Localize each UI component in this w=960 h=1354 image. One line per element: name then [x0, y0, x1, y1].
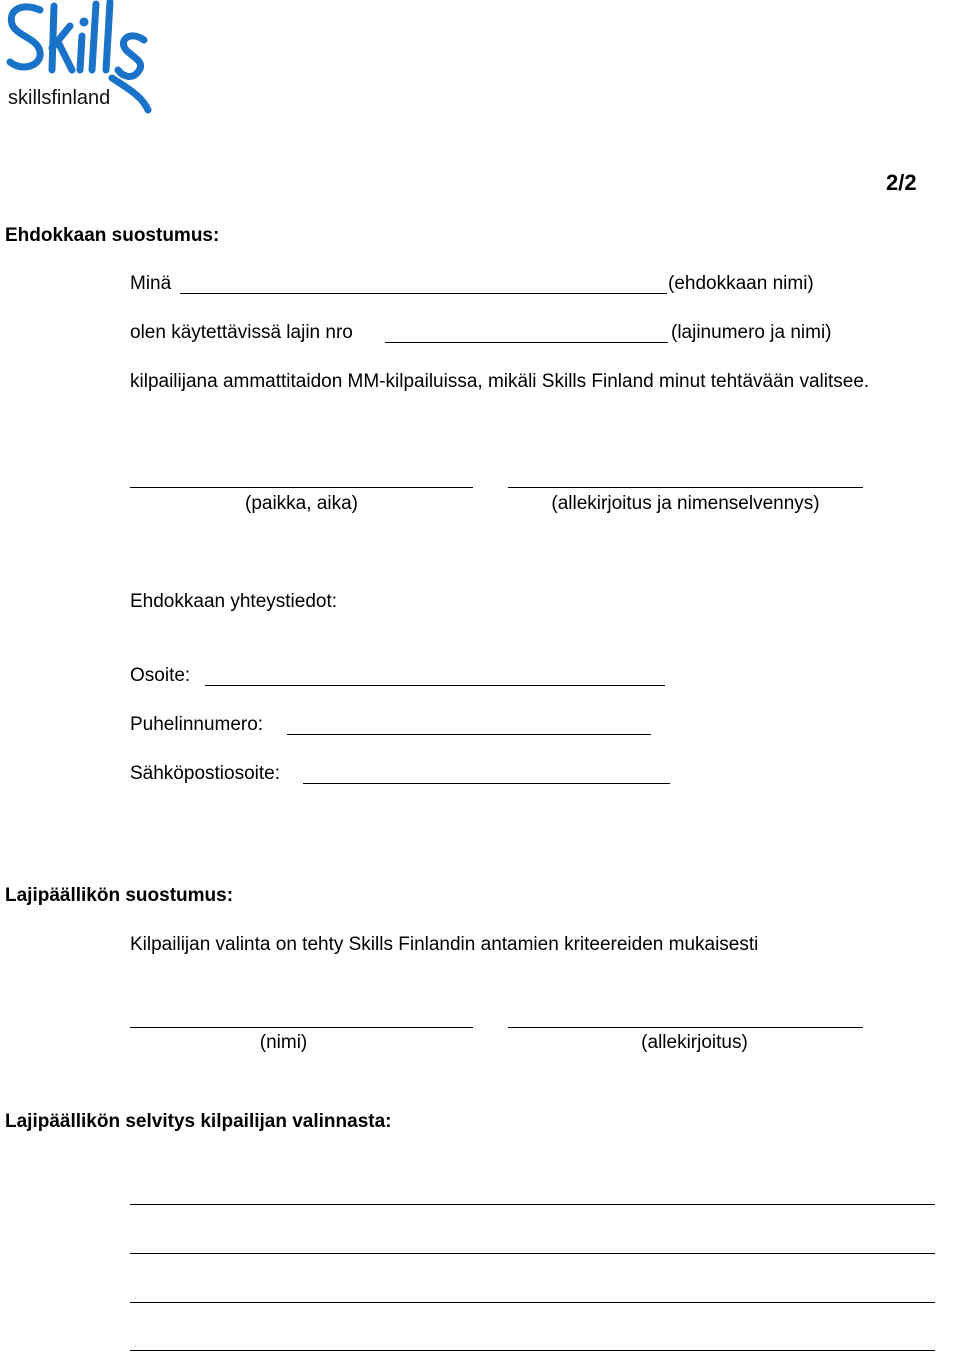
skills-finland-logo: [2, 0, 152, 118]
address-label: Osoite:: [130, 665, 191, 686]
skill-number-field[interactable]: [385, 342, 668, 343]
name-line-suffix: (ehdokkaan nimi): [668, 273, 814, 294]
candidate-name-field[interactable]: [180, 293, 667, 294]
signature-label: (allekirjoitus ja nimenselvennys): [551, 493, 820, 514]
manager-name-field[interactable]: [130, 1027, 473, 1028]
report-line-3[interactable]: [130, 1302, 935, 1303]
contact-heading: Ehdokkaan yhteystiedot:: [130, 591, 338, 612]
candidate-consent-heading: Ehdokkaan suostumus:: [5, 225, 220, 246]
phone-label: Puhelinnumero:: [130, 714, 264, 735]
email-label: Sähköpostiosoite:: [130, 763, 280, 784]
report-line-4[interactable]: [130, 1350, 935, 1351]
logo-wordmark: skillsfinland: [8, 87, 111, 109]
report-line-2[interactable]: [130, 1253, 935, 1254]
manager-statement: Kilpailijan valinta on tehty Skills Finlandin antamien kriteereiden mukaisesti: [130, 934, 759, 955]
page-number: 2/2: [886, 170, 917, 195]
email-field[interactable]: [303, 783, 670, 784]
skill-line-suffix: (lajinumero ja nimi): [671, 322, 832, 343]
skill-line-prefix: olen käytettävissä lajin nro: [130, 322, 353, 343]
consent-statement: kilpailijana ammattitaidon MM-kilpailuissa, mikäli Skills Finland minut tehtävään valitsee.: [130, 371, 870, 392]
place-time-field[interactable]: [130, 487, 473, 488]
signature-field[interactable]: [508, 487, 863, 488]
phone-field[interactable]: [287, 734, 651, 735]
name-line-prefix: Minä: [130, 273, 172, 294]
address-field[interactable]: [205, 685, 665, 686]
place-time-label: (paikka, aika): [245, 493, 358, 514]
manager-signature-field[interactable]: [508, 1027, 863, 1028]
manager-name-label: (nimi): [259, 1032, 308, 1053]
report-line-1[interactable]: [130, 1204, 935, 1205]
manager-consent-heading: Lajipäällikön suostumus:: [5, 885, 234, 906]
manager-report-heading: Lajipäällikön selvitys kilpailijan valinnasta:: [5, 1111, 392, 1132]
manager-signature-label: (allekirjoitus): [641, 1032, 748, 1053]
